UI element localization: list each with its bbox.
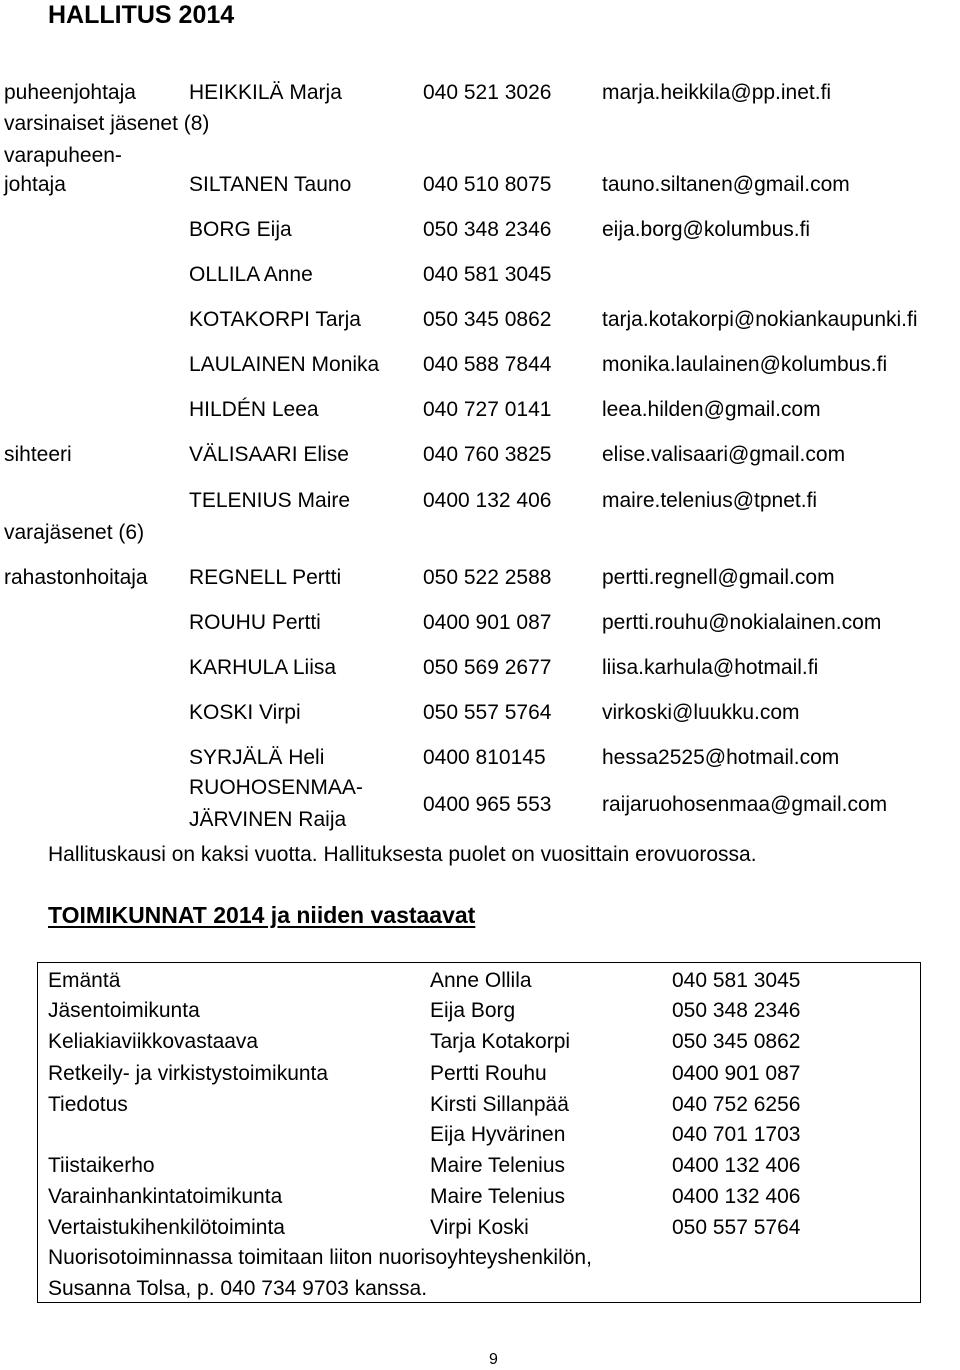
committee-phone: 040 581 3045 — [672, 969, 801, 992]
member-phone: 050 557 5764 — [423, 701, 552, 724]
member-email: eija.borg@kolumbus.fi — [602, 218, 811, 241]
member-phone: 0400 132 406 — [423, 489, 552, 512]
page-number: 9 — [489, 1351, 498, 1368]
role-label-members: varsinaiset jäsenet (8) — [4, 112, 210, 135]
committee-role: Vertaistukihenkilötoiminta — [48, 1216, 285, 1239]
member-email: maire.telenius@tpnet.fi — [602, 489, 818, 512]
member-name: HEIKKILÄ Marja — [189, 81, 342, 104]
member-email: elise.valisaari@gmail.com — [602, 443, 846, 466]
member-email: tauno.siltanen@gmail.com — [602, 173, 850, 196]
committee-person: Maire Telenius — [430, 1154, 566, 1177]
committee-phone: 040 752 6256 — [672, 1093, 801, 1116]
committee-phone: 0400 132 406 — [672, 1154, 801, 1177]
committee-role: Jäsentoimikunta — [48, 999, 200, 1022]
member-name: ROUHU Pertti — [189, 611, 321, 634]
committee-phone: 050 348 2346 — [672, 999, 801, 1022]
committee-person: Kirsti Sillanpää — [430, 1093, 569, 1116]
member-phone: 040 588 7844 — [423, 353, 552, 376]
committee-phone: 0400 901 087 — [672, 1062, 801, 1085]
committee-phone: 040 701 1703 — [672, 1123, 801, 1146]
member-email: pertti.regnell@gmail.com — [602, 566, 835, 589]
member-phone: 0400 901 087 — [423, 611, 552, 634]
committee-role: Retkeily- ja virkistystoimikunta — [48, 1062, 329, 1085]
member-email: pertti.rouhu@nokialainen.com — [602, 611, 882, 634]
member-name: SYRJÄLÄ Heli — [189, 746, 325, 769]
member-name: KOSKI Virpi — [189, 701, 301, 724]
member-phone: 050 569 2677 — [423, 656, 552, 679]
member-name: REGNELL Pertti — [189, 566, 342, 589]
committee-note-line1: Nuorisotoiminnassa toimitaan liiton nuorisoyhteyshenkilön, — [48, 1246, 592, 1269]
committee-role: Keliakiaviikkovastaava — [48, 1030, 259, 1053]
member-phone: 0400 810145 — [423, 746, 546, 769]
member-phone: 040 581 3045 — [423, 263, 552, 286]
member-email: virkoski@luukku.com — [602, 701, 800, 724]
member-email: marja.heikkila@pp.inet.fi — [602, 81, 832, 104]
member-phone: 040 521 3026 — [423, 81, 552, 104]
member-name: SILTANEN Tauno — [189, 173, 352, 196]
member-phone: 040 510 8075 — [423, 173, 552, 196]
committee-person: Tarja Kotakorpi — [430, 1030, 571, 1053]
committee-role: Tiistaikerho — [48, 1154, 155, 1177]
committee-role: Emäntä — [48, 969, 121, 992]
member-name: BORG Eija — [189, 218, 292, 241]
member-phone: 040 760 3825 — [423, 443, 552, 466]
role-label-vice-line2: johtaja — [4, 173, 66, 196]
committee-person: Virpi Koski — [430, 1216, 529, 1239]
page-title: HALLITUS 2014 — [48, 1, 235, 29]
role-label-deputies: varajäsenet (6) — [4, 521, 145, 544]
term-note: Hallituskausi on kaksi vuotta. Hallituksesta puolet on vuosittain erovuorossa. — [48, 843, 757, 866]
member-name: HILDÉN Leea — [189, 398, 319, 421]
member-phone: 050 345 0862 — [423, 308, 552, 331]
committee-role: Varainhankintatoimikunta — [48, 1185, 283, 1208]
member-phone: 040 727 0141 — [423, 398, 552, 421]
role-label-chair: puheenjohtaja — [4, 81, 136, 104]
section-heading: TOIMIKUNNAT 2014 ja niiden vastaavat — [48, 902, 476, 928]
member-email: raijaruohosenmaa@gmail.com — [602, 793, 888, 816]
committee-person: Eija Borg — [430, 999, 516, 1022]
committee-note-line2: Susanna Tolsa, p. 040 734 9703 kanssa. — [48, 1277, 428, 1300]
member-name-line1: RUOHOSENMAA- — [189, 776, 363, 799]
committee-phone: 050 557 5764 — [672, 1216, 801, 1239]
committee-person: Anne Ollila — [430, 969, 532, 992]
role-label-treasurer: rahastonhoitaja — [4, 566, 148, 589]
member-email: leea.hilden@gmail.com — [602, 398, 821, 421]
member-phone: 050 522 2588 — [423, 566, 552, 589]
committee-role: Tiedotus — [48, 1093, 128, 1116]
member-name: OLLILA Anne — [189, 263, 313, 286]
member-email: tarja.kotakorpi@nokiankaupunki.fi — [602, 308, 918, 331]
member-name: TELENIUS Maire — [189, 489, 351, 512]
committee-person: Pertti Rouhu — [430, 1062, 547, 1085]
committee-phone: 050 345 0862 — [672, 1030, 801, 1053]
member-name: KARHULA Liisa — [189, 656, 337, 679]
role-label-vice-line1: varapuheen- — [4, 144, 122, 167]
member-name: LAULAINEN Monika — [189, 353, 380, 376]
member-phone: 0400 965 553 — [423, 793, 552, 816]
member-name-line2: JÄRVINEN Raija — [189, 808, 347, 831]
role-label-secretary: sihteeri — [4, 443, 72, 466]
member-name: VÄLISAARI Elise — [189, 443, 349, 466]
member-email: hessa2525@hotmail.com — [602, 746, 840, 769]
member-phone: 050 348 2346 — [423, 218, 552, 241]
member-name: KOTAKORPI Tarja — [189, 308, 361, 331]
committee-phone: 0400 132 406 — [672, 1185, 801, 1208]
committee-person: Eija Hyvärinen — [430, 1123, 566, 1146]
committee-person: Maire Telenius — [430, 1185, 566, 1208]
member-email: liisa.karhula@hotmail.fi — [602, 656, 819, 679]
member-email: monika.laulainen@kolumbus.fi — [602, 353, 888, 376]
